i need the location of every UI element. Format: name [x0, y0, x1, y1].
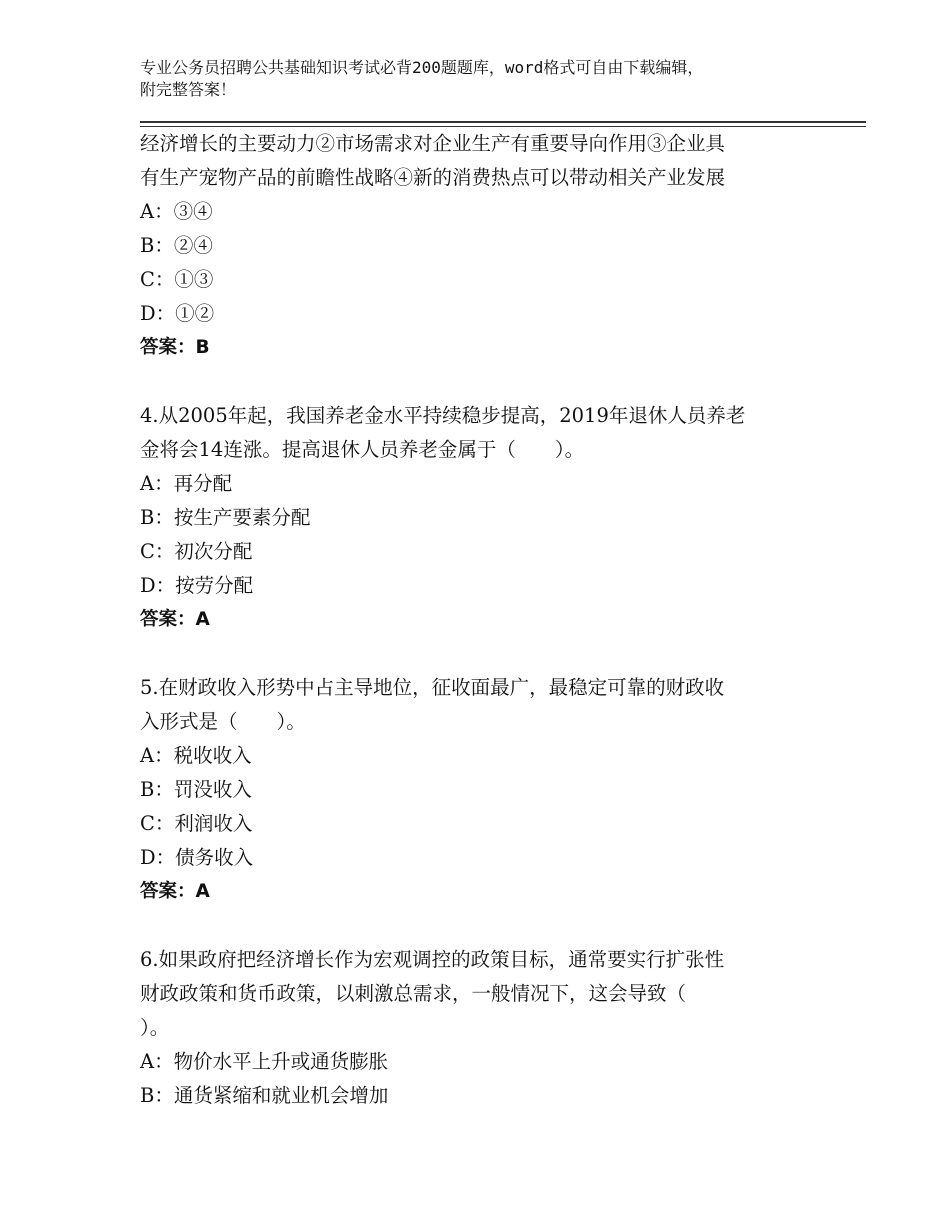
option-d: D：①②: [140, 302, 215, 325]
option-a: A：税收收入: [140, 744, 252, 767]
option-a: A：③④: [140, 200, 213, 223]
option-b: B：②④: [140, 234, 213, 257]
option-a: A：再分配: [140, 472, 233, 495]
question-stem-line: 4.从2005年起，我国养老金水平持续稳步提高，2019年退休人员养老: [140, 404, 746, 427]
option-c: C：利润收入: [140, 812, 253, 835]
option-c: C：初次分配: [140, 540, 253, 563]
answer-line: 答案：A: [140, 881, 210, 902]
option-b: B：按生产要素分配: [140, 506, 311, 529]
spacer: [140, 909, 840, 943]
question-list: [140, 127, 840, 1113]
question-stem-line: 有生产宠物产品的前瞻性战略④新的消费热点可以带动相关产业发展: [140, 166, 726, 189]
question-5: [140, 671, 840, 909]
question-stem-line: 经济增长的主要动力②市场需求对企业生产有重要导向作用③企业具: [140, 132, 726, 155]
question-stem-line: 财政政策和货币政策，以刺激总需求，一般情况下，这会导致（: [140, 982, 687, 1005]
spacer: [140, 637, 840, 671]
option-a: A：物价水平上升或通货膨胀: [140, 1050, 389, 1073]
question-6: [140, 943, 840, 1113]
answer-line: 答案：B: [140, 337, 210, 358]
question-stem-line: ）。: [140, 1016, 170, 1039]
question-stem-line: 入形式是（ ）。: [140, 710, 306, 733]
option-b: B：罚没收入: [140, 778, 252, 801]
header-line-2: 附完整答案！: [140, 80, 237, 99]
question-4: [140, 399, 840, 637]
option-c: C：①③: [140, 268, 214, 291]
option-b: B：通货紧缩和就业机会增加: [140, 1084, 389, 1107]
header-line-1: 专业公务员招聘公共基础知识考试必背200题题库，word格式可自由下载编辑，: [140, 58, 704, 77]
spacer: [140, 365, 840, 399]
header-rule-thick: [140, 121, 866, 123]
question-stem-line: 6.如果政府把经济增长作为宏观调控的政策目标，通常要实行扩张性: [140, 948, 725, 971]
answer-line: 答案：A: [140, 609, 210, 630]
question-stem-line: 5.在财政收入形势中占主导地位，征收面最广，最稳定可靠的财政收: [140, 676, 725, 699]
question-3: [140, 127, 840, 365]
question-stem-line: 金将会14连涨。提高退休人员养老金属于（ ）。: [140, 438, 585, 461]
document-header: [140, 57, 840, 101]
option-d: D：按劳分配: [140, 574, 254, 597]
option-d: D：债务收入: [140, 846, 254, 869]
